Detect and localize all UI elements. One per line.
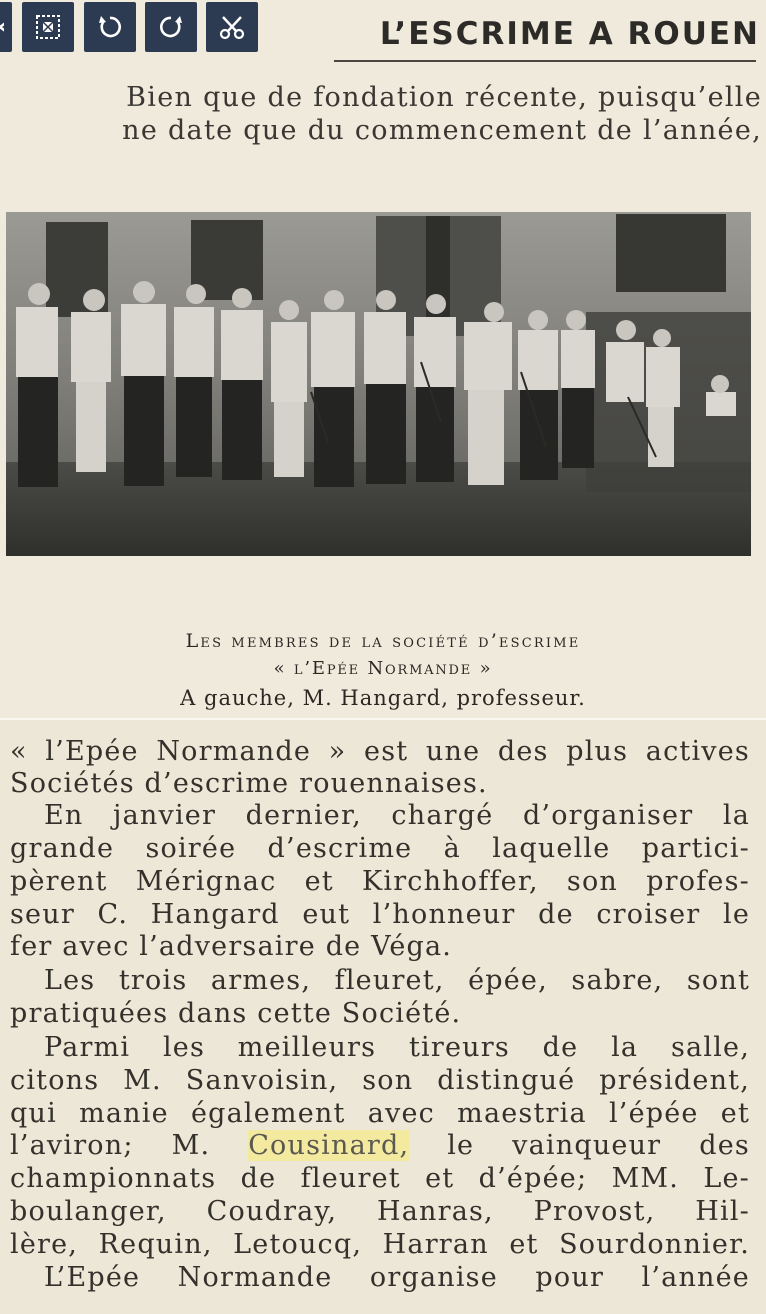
fencers-photograph xyxy=(6,212,751,556)
body-line-15: boulanger, Coudray, Hanras, Provost, Hil- xyxy=(10,1196,750,1227)
scissors-icon xyxy=(217,12,247,42)
photo-caption-line-1: Les membres de la société d’escrime xyxy=(185,630,581,652)
highlighted-name-cousinard: Cousinard, xyxy=(248,1130,410,1161)
crop-button[interactable] xyxy=(206,2,258,52)
rotate-left-icon xyxy=(95,12,125,42)
body-line-8: Les trois armes, fleuret, épée, sabre, sont xyxy=(44,965,750,996)
rotate-right-button[interactable] xyxy=(145,2,197,52)
select-region-button[interactable] xyxy=(22,2,74,52)
headline-underline xyxy=(334,60,756,62)
body-line-5: pèrent Mérignac et Kirchhoffer, son profes- xyxy=(10,866,750,897)
partial-tool-button[interactable] xyxy=(0,2,12,52)
rotate-left-button[interactable] xyxy=(84,2,136,52)
body-line-2: Sociétés d’escrime rouennaises. xyxy=(10,768,488,799)
select-region-icon xyxy=(33,12,63,42)
intro-line-1: Bien que de fondation récente, puisqu’elle xyxy=(126,82,762,113)
body-line-17: L’Epée Normande organise pour l’année xyxy=(44,1262,750,1293)
body-line-11: citons M. Sanvoisin, son distingué président, xyxy=(10,1065,750,1096)
photo-caption-line-2: « l’Epée Normande » xyxy=(273,658,493,679)
arrow-icon xyxy=(0,12,4,42)
body-line-9: pratiquées dans cette Société. xyxy=(10,998,462,1029)
body-line-4: grande soirée d’escrime à laquelle partici- xyxy=(10,833,750,864)
body-line-6: seur C. Hangard eut l’honneur de croiser le xyxy=(10,899,750,930)
rotate-right-icon xyxy=(156,12,186,42)
body-line-14: championnats de fleuret et d’épée; MM. Le- xyxy=(10,1163,750,1194)
body-line-13-end: le vainqueur des xyxy=(447,1130,750,1161)
body-line-13 xyxy=(10,1130,750,1162)
body-line-7: fer avec l’adversaire de Véga. xyxy=(10,931,453,962)
body-line-1: « l’Epée Normande » est une des plus actives xyxy=(10,736,750,767)
body-line-10: Parmi les meilleurs tireurs de la salle, xyxy=(44,1032,750,1063)
intro-line-2: ne date que du commencement de l’année, xyxy=(122,115,762,146)
body-line-12: qui manie également avec maestria l’épée et xyxy=(10,1098,750,1129)
body-line-3: En janvier dernier, chargé d’organiser la xyxy=(44,800,750,831)
body-line-13-start: l’aviron; M. xyxy=(10,1130,211,1161)
photo-caption-line-3: A gauche, M. Hangard, professeur. xyxy=(180,686,586,710)
body-line-16: lère, Requin, Letoucq, Harran et Sourdonnier. xyxy=(10,1229,750,1260)
fragment-seam xyxy=(0,718,766,720)
article-headline: L’ESCRIME A ROUEN xyxy=(379,16,760,52)
